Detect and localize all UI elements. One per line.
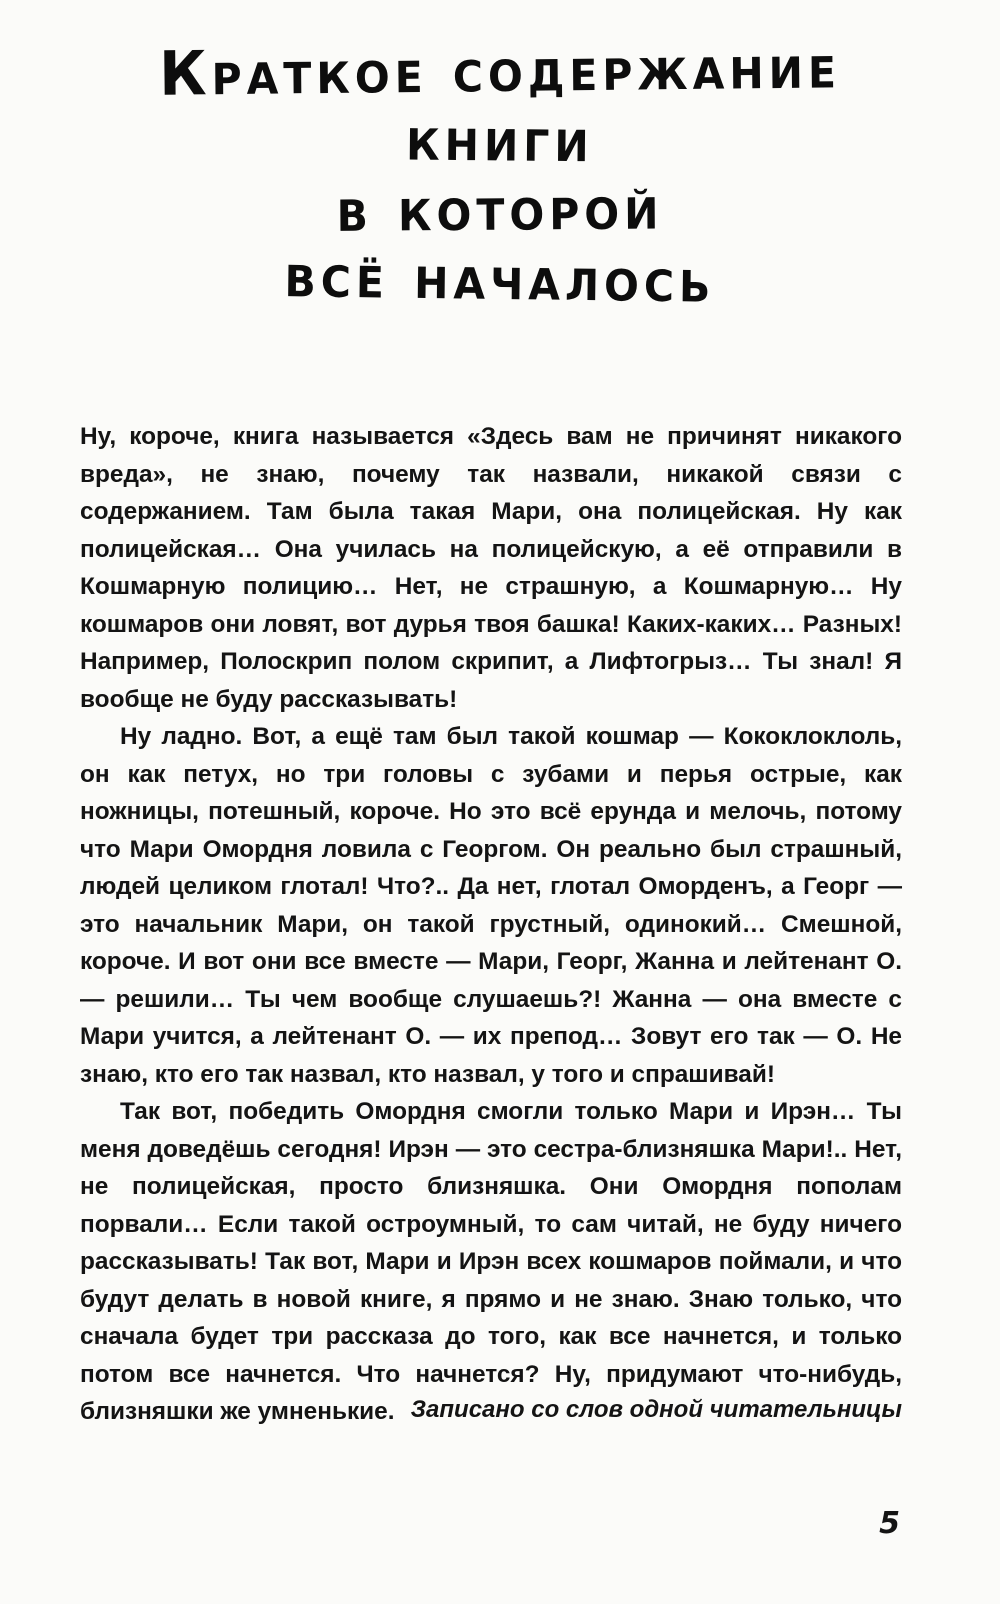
paragraph: Ну, короче, книга называется «Здесь вам не причинят никакого вреда», не знаю, почему так назвали, никакой связи с содержанием. Там была такая Мари, она полицейская. Ну как полицейская… Она училась на полицейскую, а её отправили в Кошмарную полицию… Нет, не страшную, а Кошмарную… Ну кошмаров они ловят, вот дурья твоя башка! Каких-каких… Разных! Например, Полоскрип полом скрипит, а Лифтогрыз… Ты знал! Я вообще не буду рассказывать!: [80, 423, 902, 713]
title-line: всё началось: [284, 239, 716, 317]
paragraph: Ну ладно. Вот, а ещё там был такой кошмар — Кококлоклоль, он как петух, но три головы с зубами и перья острые, как ножницы, потешный, короче. Но это всё ерунда и мелочь, потому что Мари Омордня ловила с Георгом. Он реально был страшный, людей целиком глотал! Что?.. Да нет, глотал Оморденъ, а Георг — это начальник Мари, он такой грустный, одинокий… Смешной, короче. И вот они все вместе — Мари, Георг, Жанна и лейтенант О. — решили… Ты чем вообще слушаешь?! Жанна — она вместе с Мари учится, а лейтенант О. — их препод… Зовут его так — О. Не знаю, кто его так назвал, кто назвал, у того и спрашивай!: [80, 723, 902, 1088]
page-number: 5: [879, 1506, 900, 1541]
title-line: Краткое содержание: [158, 30, 842, 110]
title-line: книги: [405, 102, 595, 176]
page-title: [60, 30, 940, 317]
title-line: в которой: [336, 171, 664, 246]
paragraph: Так вот, победить Омордня смогли только Мари и Ирэн… Ты меня доведёшь сегодня! Ирэн — это сестра-близняшка Мари!.. Нет, не полицейская, просто близняшка. Они Омордня пополам порвали… Если такой остроумный, то сам читай, не буду ничего рассказывать! Так вот, Мари и Ирэн всех кошмаров поймали, и что будут делать в новой книге, я прямо и не знаю. Знаю только, что сначала будет три рассказа до того, как все начнется, и только потом все начнется. Что начнется? Ну, придумают что-нибудь, близняшки же умненькие.: [80, 1098, 902, 1425]
attribution: Записано со слов одной читательницы: [410, 1396, 902, 1423]
summary-text: [80, 418, 902, 1431]
